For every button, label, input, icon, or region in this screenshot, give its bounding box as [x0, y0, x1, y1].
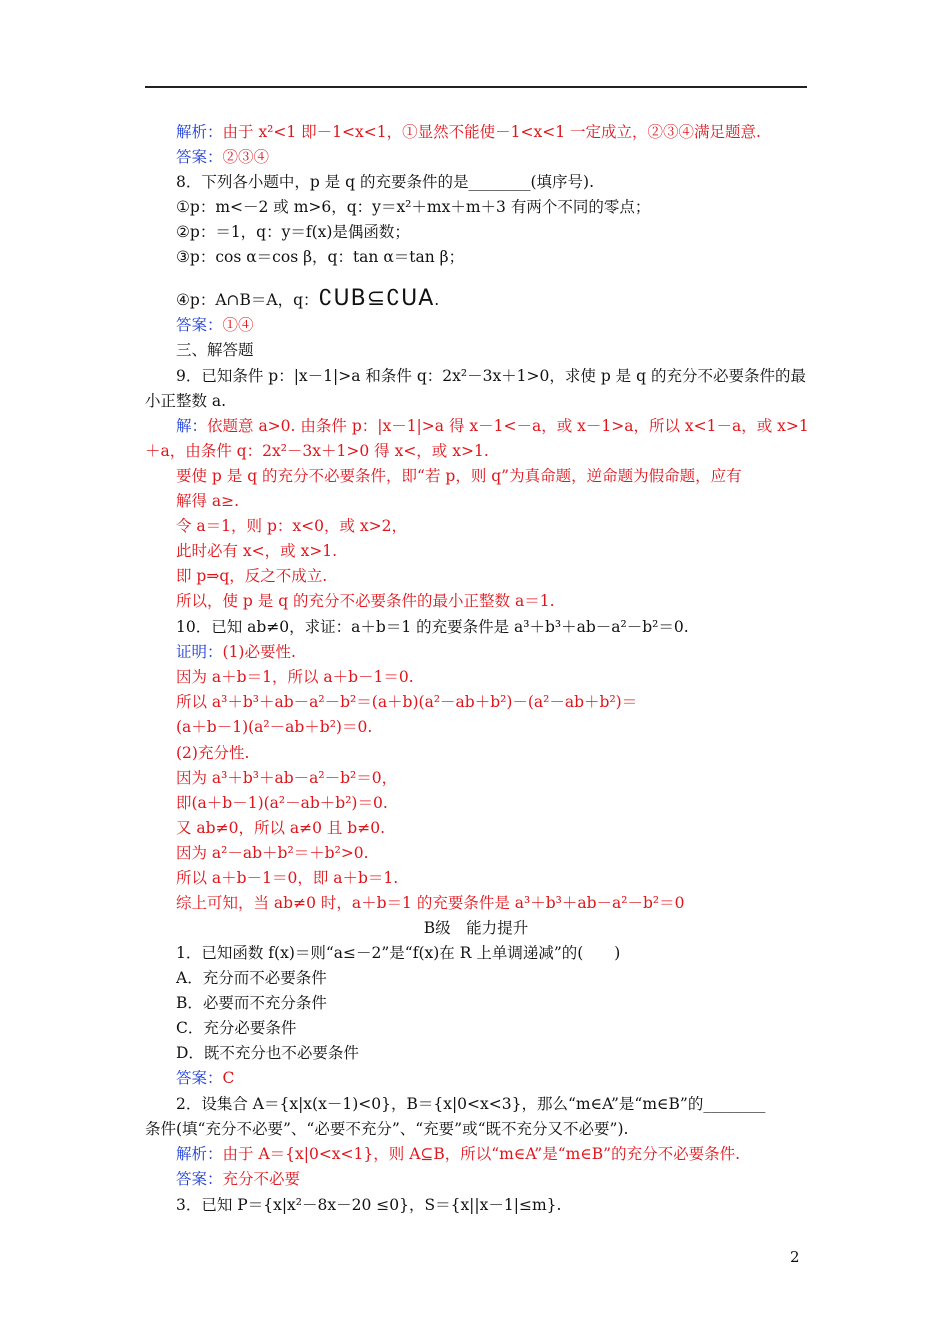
text-span: (a＋b－1)(a²－ab＋b²)＝0. [176, 718, 373, 736]
text-span: 由于 x²<1 即－1<x<1，①显然不能使－1<x<1 一定成立，②③④满足题意. [222, 123, 761, 141]
text-line [176, 122, 807, 142]
text-span: 所以 a＋b－1＝0，即 a＋b＝1. [176, 869, 399, 887]
text-line [176, 1018, 807, 1038]
text-span: ＋a，由条件 q：2x²－3x＋1>0 得 x<，或 x>1. [145, 442, 489, 460]
text-span: 2．设集合 A＝{x|x(x－1)<0}，B＝{x|0<x<3}，那么“m∈A”是“m∈B”的________ [176, 1095, 766, 1113]
text-span: 所以 a³＋b³＋ab－a²－b²＝(a＋b)(a²－ab＋b²)－(a²－ab＋b²)＝ [176, 693, 638, 711]
text-line [176, 667, 807, 687]
text-line [176, 591, 807, 611]
text-span: C．充分必要条件 [176, 1019, 297, 1037]
text-line [176, 286, 807, 311]
text-line [176, 893, 807, 913]
text-span: 依题意 a>0. 由条件 p：|x－1|>a 得 x－1<－a，或 x－1>a，所以 x<1－a，或 x>1 [207, 417, 809, 435]
text-span: 由于 A＝{x|0<x<1}，则 A⊆B，所以“m∈A”是“m∈B”的充分不必要条件. [222, 1145, 741, 1163]
text-line [145, 391, 807, 411]
text-line [176, 541, 807, 561]
text-span: B．必要而不充分条件 [176, 994, 327, 1012]
text-line [176, 793, 807, 813]
text-span: 因为 a²－ab＋b²＝＋b²>0. [176, 844, 369, 862]
text-span: ①p：m<－2 或 m>6，q：y＝x²＋mx＋m＋3 有两个不同的零点； [176, 198, 651, 216]
text-line [176, 617, 807, 637]
text-span: 条件(填“充分不必要”、“必要不充分”、“充要”或“既不充分又不必要”). [145, 1120, 629, 1138]
text-line [176, 717, 807, 737]
text-line [176, 172, 807, 192]
text-span: ②p：＝1，q：y＝f(x)是偶函数； [176, 223, 410, 241]
text-line [145, 441, 807, 461]
text-span: A．充分而不必要条件 [176, 969, 327, 987]
text-line [176, 943, 807, 963]
text-line [176, 692, 807, 712]
text-span: 即(a＋b－1)(a²－ab＋b²)＝0. [176, 794, 388, 812]
text-span: 充分不必要 [222, 1170, 301, 1188]
text-line [176, 743, 807, 763]
text-span: 9．已知条件 p：|x－1|>a 和条件 q：2x²－3x＋1>0，求使 p 是 q 的充分不必要条件的最 [176, 367, 806, 385]
page-number: 2 [790, 1248, 800, 1266]
text-line [176, 197, 807, 217]
text-span: ④p：A∩B＝A，q： [176, 291, 319, 309]
text-line [176, 315, 807, 335]
text-line [176, 1169, 807, 1189]
text-span: 解得 a≥. [176, 492, 240, 510]
text-span: 1．已知函数 f(x)＝则“a≤－2”是“f(x)在 R 上单调递减”的( ) [176, 944, 621, 962]
text-line [176, 1068, 807, 1088]
text-line [176, 1195, 807, 1215]
text-line [176, 642, 807, 662]
answer-label: 解析： [176, 1145, 223, 1163]
text-span: 8．下列各小题中，p 是 q 的充要条件的是________(填序号). [176, 173, 595, 191]
text-span: 此时必有 x<，或 x>1. [176, 542, 338, 560]
text-span: 3．已知 P＝{x|x²－8x－20 ≤0}，S＝{x||x－1|≤m}. [176, 1196, 562, 1214]
answer-label: 解析： [176, 123, 223, 141]
section-heading [145, 918, 807, 938]
answer-label: 解： [176, 417, 208, 435]
text-line [176, 222, 807, 242]
text-line [176, 491, 807, 511]
text-span: . [434, 291, 440, 309]
text-line [145, 1119, 807, 1139]
text-span: (1)必要性. [222, 643, 296, 661]
text-line [176, 566, 807, 586]
text-line [176, 340, 807, 360]
text-line [176, 147, 807, 167]
text-line [176, 968, 807, 988]
text-line [176, 818, 807, 838]
text-line [176, 1144, 807, 1164]
answer-label: 答案： [176, 148, 223, 166]
text-line [176, 768, 807, 788]
text-span: 令 a＝1，则 p：x<0，或 x>2， [176, 517, 407, 535]
text-line [176, 993, 807, 1013]
header-rule [145, 86, 807, 88]
text-span: 因为 a＋b＝1，所以 a＋b－1＝0. [176, 668, 414, 686]
text-line [176, 868, 807, 888]
text-span: (2)充分性. [176, 744, 250, 762]
text-line [176, 366, 807, 386]
answer-label: 证明： [176, 643, 223, 661]
text-line [176, 416, 807, 436]
text-span: 即 p⇒q，反之不成立. [176, 567, 328, 585]
text-line [176, 466, 807, 486]
text-span: ②③④ [222, 148, 270, 166]
text-span: 所以，使 p 是 q 的充分不必要条件的最小正整数 a＝1. [176, 592, 555, 610]
text-line [176, 247, 807, 267]
text-span: ∁UB⊆∁UA [318, 286, 435, 311]
answer-label: 答案： [176, 316, 223, 334]
text-span: 综上可知，当 ab≠0 时，a＋b＝1 的充要条件是 a³＋b³＋ab－a²－b²＝0 [176, 894, 685, 912]
text-span: 要使 p 是 q 的充分不必要条件，即“若 p，则 q”为真命题，逆命题为假命题，应有 [176, 467, 742, 485]
text-span: 10．已知 ab≠0，求证：a＋b＝1 的充要条件是 a³＋b³＋ab－a²－b²＝0. [176, 618, 689, 636]
text-line [176, 516, 807, 536]
text-span: 小正整数 a. [145, 392, 227, 410]
answer-label: 答案： [176, 1170, 223, 1188]
text-line [176, 1094, 807, 1114]
text-span: ③p：cos α＝cos β，q：tan α＝tan β； [176, 248, 465, 266]
text-line [176, 843, 807, 863]
text-span: 又 ab≠0，所以 a≠0 且 b≠0. [176, 819, 386, 837]
text-span: B级 能力提升 [423, 919, 529, 937]
text-span: C [222, 1069, 235, 1087]
text-span: ①④ [222, 316, 254, 334]
text-line [176, 1043, 807, 1063]
answer-label: 答案： [176, 1069, 223, 1087]
text-span: 三、解答题 [176, 341, 254, 359]
text-span: D．既不充分也不必要条件 [176, 1044, 359, 1062]
text-span: 因为 a³＋b³＋ab－a²－b²＝0， [176, 769, 398, 787]
